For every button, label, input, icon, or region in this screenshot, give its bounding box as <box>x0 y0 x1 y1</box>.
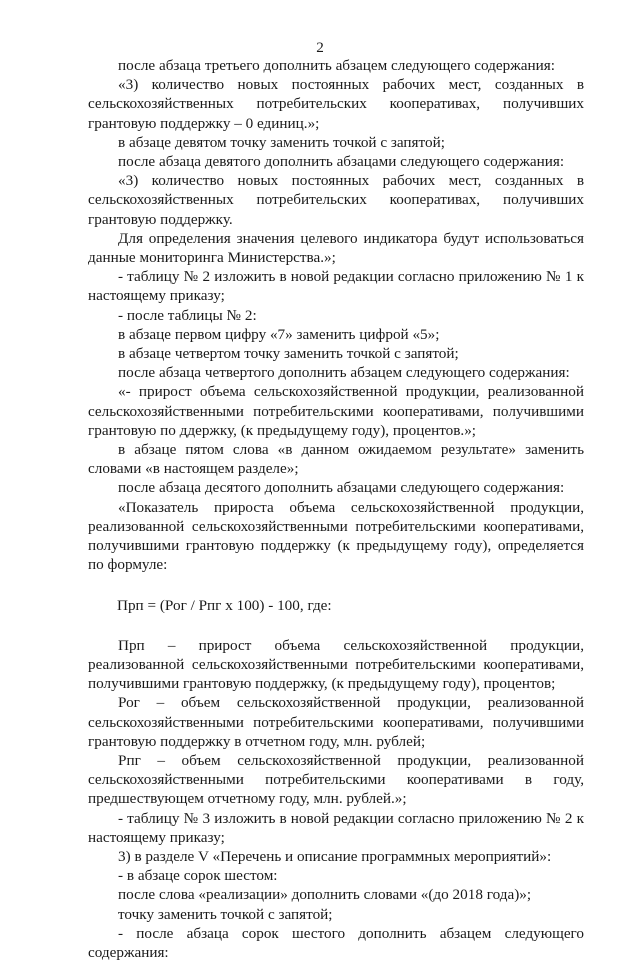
formula: Прп = (Рог / Рпг х 100) - 100, где: <box>117 597 332 615</box>
paragraph: - после таблицы № 2: <box>118 306 257 324</box>
paragraph: после абзаца девятого дополнить абзацами следующего содержания: <box>118 153 565 171</box>
paragraph: «3) количество новых постоянных рабочих мест, созданных в сельскохозяйственных потребительских кооперативах, получивших грантовую поддержку. <box>88 172 584 228</box>
paragraph: в абзаце первом цифру «7» заменить цифрой «5»; <box>118 325 440 343</box>
paragraph: - после абзаца сорок шестого дополнить абзацем следующего содержания: <box>88 924 584 961</box>
definition-prp: Прп – прирост объема сельскохозяйственной продукции, реализованной сельскохозяйственными потребительскими кооперативами, получившими грантовую поддержку, (к предыдущему году), процентов; <box>88 636 584 693</box>
paragraph: - в абзаце сорок шестом: <box>118 867 278 885</box>
paragraph: точку заменить точкой с запятой; <box>118 905 333 923</box>
paragraph: 3) в разделе V «Перечень и описание программных мероприятий»: <box>118 847 552 865</box>
paragraph: «- прирост объема сельскохозяйственной продукции, реализованной сельскохозяйственными потребительскими кооперативами, получившими грантовую по ддержку, (к предыдущему году), процентов.»; <box>88 383 584 439</box>
paragraph: после абзаца десятого дополнить абзацами следующего содержания: <box>118 479 565 497</box>
paragraph: после абзаца третьего дополнить абзацем следующего содержания: <box>118 57 555 74</box>
spacer <box>88 574 584 596</box>
paragraph: в абзаце девятом точку заменить точкой с запятой; <box>118 133 445 151</box>
paragraph: Для определения значения целевого индикатора будут использоваться данные мониторинга Министерства.»; <box>88 229 584 267</box>
paragraph: в абзаце пятом слова «в данном ожидаемом результате» заменить словами «в настоящем разделе»; <box>88 441 584 478</box>
paragraph: после абзаца четвертого дополнить абзацем следующего содержания: <box>118 364 570 382</box>
spacer <box>88 616 584 636</box>
definition-rpg: Рпг – объем сельскохозяйственной продукции, реализованной сельскохозяйственными потребительскими кооперативами в году, предшествующем отчетному году, млн. рублей.»; <box>88 751 584 808</box>
definition-rog: Рог – объем сельскохозяйственной продукции, реализованной сельскохозяйственными потребительскими кооперативами, получившими грантовую поддержку в отчетном году, млн. рублей; <box>88 694 584 750</box>
paragraph: «Показатель прироста объема сельскохозяйственной продукции, реализованной сельскохозяйственными потребительскими кооперативами, получившими грантовую поддержку (к предыдущему году), определяется по формуле: <box>88 498 584 574</box>
document-body <box>88 56 584 962</box>
paragraph: «3) количество новых постоянных рабочих мест, созданных в сельскохозяйственных потребительских кооперативах, получивших грантовую поддержку – 0 единиц.»; <box>88 76 584 132</box>
paragraph: - таблицу № 2 изложить в новой редакции согласно приложению № 1 к настоящему приказу; <box>88 268 584 305</box>
paragraph: после слова «реализации» дополнить словами «(до 2018 года)»; <box>118 886 532 904</box>
paragraph: в абзаце четвертом точку заменить точкой с запятой; <box>118 345 459 363</box>
paragraph: - таблицу № 3 изложить в новой редакции согласно приложению № 2 к настоящему приказу; <box>88 809 584 846</box>
page-number: 2 <box>316 39 324 56</box>
